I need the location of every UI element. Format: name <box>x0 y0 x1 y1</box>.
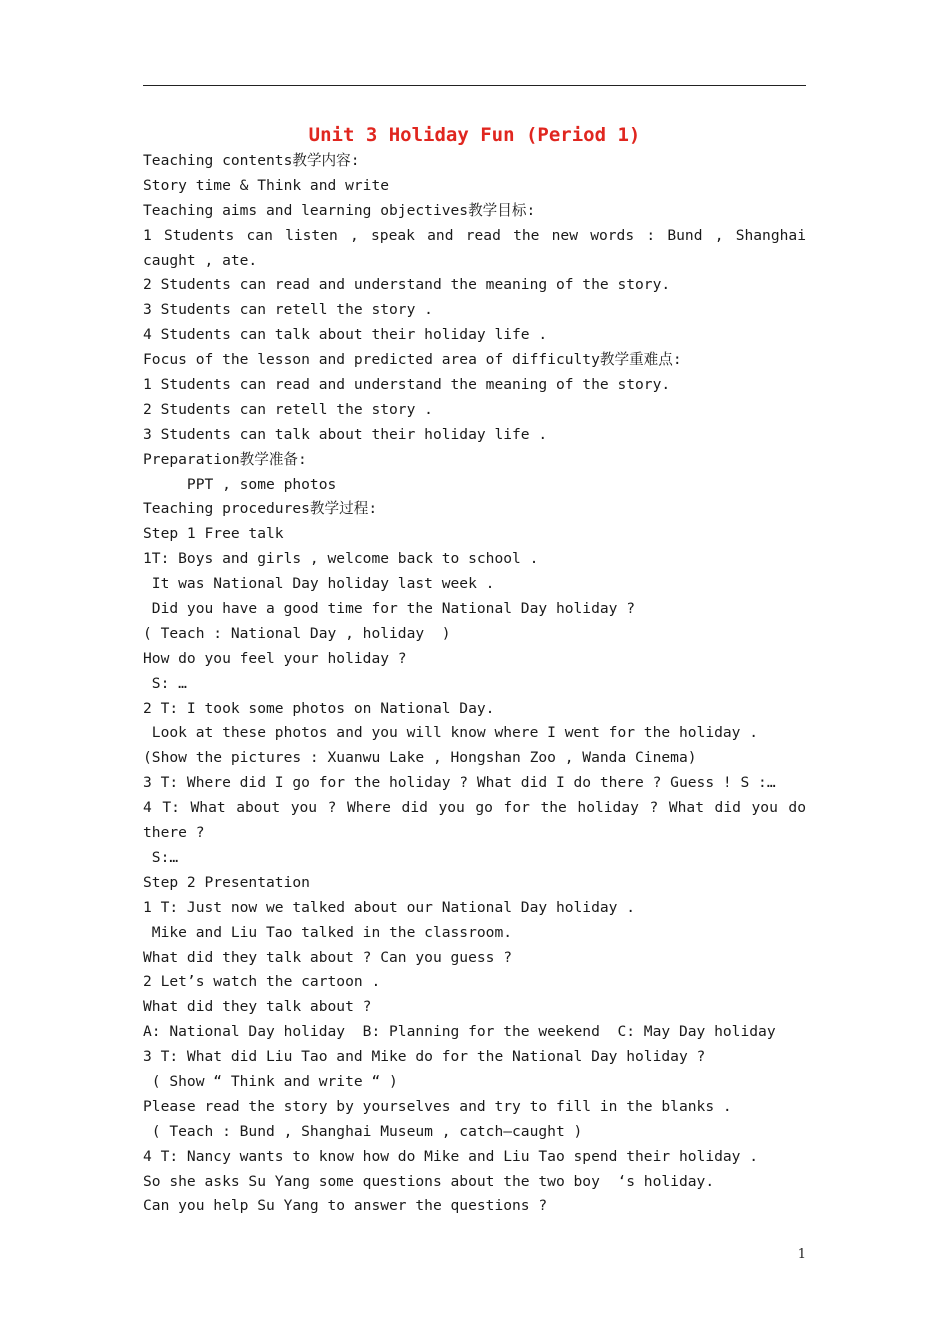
text-line: 1 Students can listen , speak and read the new words : Bund , Shanghai <box>143 226 806 244</box>
text-line: Step 2 Presentation <box>143 873 310 891</box>
text-line: 1 T: Just now we talked about our National Day holiday . <box>143 898 636 916</box>
text-line: S: … <box>143 674 187 692</box>
document-body <box>143 149 806 1219</box>
text-line: ( Teach : Bund , Shanghai Museum , catch—caught ) <box>143 1122 583 1140</box>
text-line: Mike and Liu Tao talked in the classroom. <box>143 923 513 941</box>
text-line: Step 1 Free talk <box>143 525 284 543</box>
text-line: Please read the story by yourselves and try to fill in the blanks . <box>143 1097 732 1115</box>
text-line: (Show the pictures : Xuanwu Lake , Hongshan Zoo , Wanda Cinema) <box>143 749 697 767</box>
text-line: 3 T: Where did I go for the holiday ? What did I do there ? Guess ! S :… <box>143 774 776 792</box>
text-line: Preparation教学准备: <box>143 450 307 468</box>
text-line: 3 Students can talk about their holiday life . <box>143 425 548 443</box>
text-line: 2 T: I took some photos on National Day. <box>143 699 495 717</box>
text-line: Story time & Think and write <box>143 176 390 194</box>
text-line: Did you have a good time for the National Day holiday ? <box>143 600 636 618</box>
text-line: It was National Day holiday last week . <box>143 575 495 593</box>
text-line: So she asks Su Yang some questions about the two boy ‘s holiday. <box>143 1172 715 1190</box>
text-line: Teaching aims and learning objectives教学目标: <box>143 201 536 219</box>
text-line: 2 Let’s watch the cartoon . <box>143 973 381 991</box>
text-line: What did they talk about ? Can you guess ? <box>143 948 513 966</box>
text-line: Look at these photos and you will know where I went for the holiday . <box>143 724 759 742</box>
text-line: Focus of the lesson and predicted area of difficulty教学重难点: <box>143 351 682 369</box>
text-line: 4 T: Nancy wants to know how do Mike and Liu Tao spend their holiday . <box>143 1147 759 1165</box>
text-line: S:… <box>143 848 179 866</box>
text-line: Teaching contents教学内容: <box>143 152 360 169</box>
text-line: 1T: Boys and girls , welcome back to school . <box>143 550 539 568</box>
text-line: 3 T: What did Liu Tao and Mike do for the National Day holiday ? <box>143 1048 706 1066</box>
text-line: A: National Day holiday B: Planning for the weekend C: May Day holiday <box>143 1023 776 1041</box>
text-line: 4 Students can talk about their holiday life . <box>143 326 548 344</box>
page-number: 1 <box>797 1247 806 1262</box>
document-title: Unit 3 Holiday Fun (Period 1) <box>308 124 641 146</box>
text-line: Can you help Su Yang to answer the questions ? <box>143 1197 548 1215</box>
text-line: Teaching procedures教学过程: <box>143 500 378 518</box>
text-line: there ? <box>143 824 205 842</box>
text-line: 2 Students can retell the story . <box>143 400 433 418</box>
text-line: PPT , some photos <box>143 475 337 493</box>
text-line: 4 T: What about you ? Where did you go for the holiday ? What did you do <box>143 799 806 817</box>
text-line: How do you feel your holiday ? <box>143 649 407 667</box>
text-line: 1 Students can read and understand the meaning of the story. <box>143 376 671 394</box>
text-line: 3 Students can retell the story . <box>143 301 433 319</box>
text-line: caught , ate. <box>143 251 258 269</box>
text-line: ( Show “ Think and write “ ) <box>143 1072 398 1090</box>
text-line: ( Teach : National Day , holiday ) <box>143 624 451 642</box>
text-line: What did they talk about ? <box>143 998 372 1016</box>
header-rule <box>143 85 806 86</box>
text-line: 2 Students can read and understand the meaning of the story. <box>143 276 671 294</box>
